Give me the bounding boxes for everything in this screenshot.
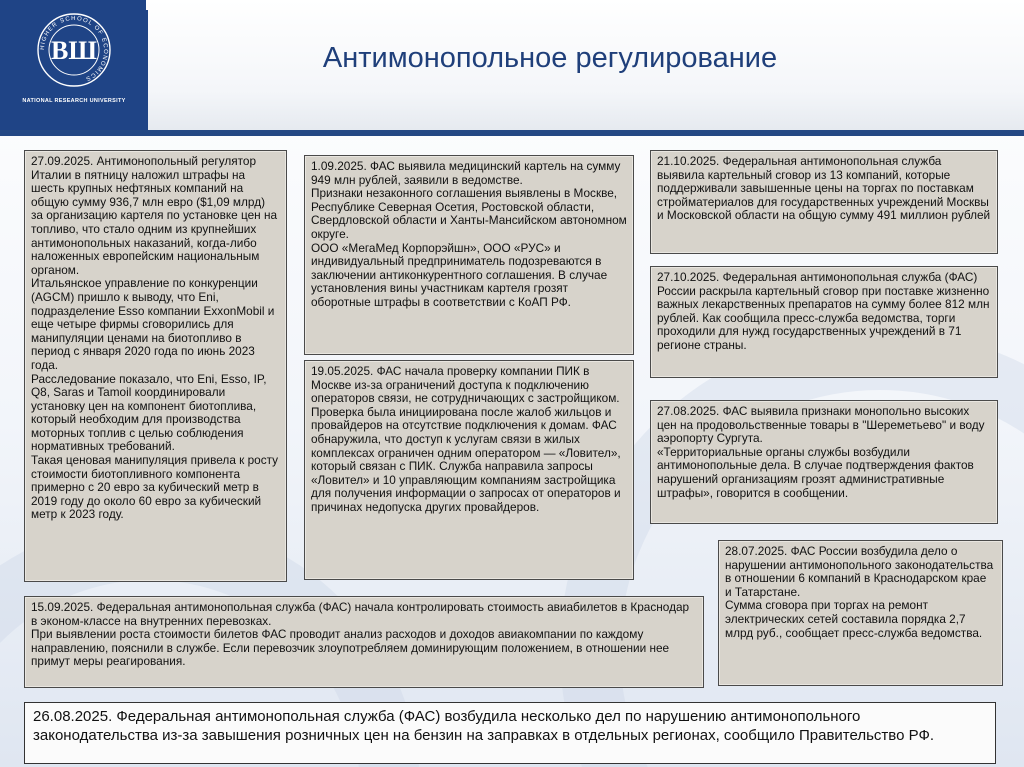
news-text: 27.09.2025. Антимонопольный регулятор Италии в пятницу наложил штрафы на шесть крупных нефтяных компаний на общую сумму 936,7 млн евро ($1,09 млрд) за организацию картеля по установке цен на топливо, что стало одним из крупнейших антимонопольных наказаний, когда-либо наложенных европейским национальным органом. Итальянское управление по конкуренции (AGCM) пришло к выводу, что Eni, подразделение Esso компании ExxonMobil и еще четыре фирмы сговорились для манипуляции ценами на биотопливо в период с января 2020 года по июнь 2023 года. Расследование показало, что Eni, Esso, IP, Q8, Saras и Tamoil координировали установку цен на компонент биотоплива, который необходим для производства моторных топлив с целью соблюдения нормативных требований. Такая ценовая манипуляция привела к росту стоимости биотопливного компонента примерно с 20 евро за кубический метр в 2019 году до около 60 евро за кубический метр к 2023 году. bbox=[31, 154, 279, 522]
news-text: 28.07.2025. ФАС России возбудила дело о нарушении антимонопольного законодательства в отношении 6 компаний в Краснодарском крае и Татарстане. Сумма сговора при торгах на ремонт электрических сетей составила порядка 2,7 млрд руб., сообщает пресс-служба ведомства. bbox=[725, 544, 994, 640]
logo-ring-text: HIGHER SCHOOL OF ECONOMICS bbox=[39, 15, 109, 82]
news-text: 27.10.2025. Федеральная антимонопольная служба (ФАС) России раскрыла картельный сговор при поставке жизненно важных лекарственных препаратов на сумму более 812 млн рублей. Как сообщила пресс-служба ведомства, торги проходили для нужд государственных учреждений в 71 регионе страны. bbox=[657, 270, 990, 352]
hse-logo-icon bbox=[36, 12, 112, 88]
news-box-gasoline-prices bbox=[24, 702, 996, 764]
news-box-airfare-control bbox=[24, 596, 704, 688]
news-text: 19.05.2025. ФАС начала проверку компании ПИК в Москве из-за ограничений доступа к подключению операторов связи, не сотрудничающих с застройщиком. Проверка была инициирована после жалоб жильцов и провайдеров на отсутствие подключения к домам. ФАС обнаружила, что доступ к услугам связи в жилых комплексах ограничен одним оператором — «Ловител», который связан с ПИК. Служба направила запросы «Ловител» и 10 управляющим компаниям застройщика для получения информации о запросах от операторов и причинах недопуска других провайдеров. bbox=[311, 364, 621, 514]
news-box-pik-telecom bbox=[304, 360, 634, 580]
news-text: 21.10.2025. Федеральная антимонопольная служба выявила картельный сговор из 13 компаний, которые поддерживали завышенные цены на торгах по поставкам стройматериалов для государственных учреждений Москвы и Московской области на общую сумму 491 миллион рублей bbox=[657, 154, 991, 223]
page-title: Антимонопольное регулирование bbox=[322, 42, 778, 74]
logo-monogram: ВШ bbox=[51, 36, 97, 65]
news-box-airport-prices bbox=[650, 400, 998, 524]
news-text: 27.08.2025. ФАС выявила признаки монопольно высоких цен на продовольственные товары в "Шереметьево" и воду аэропорту Сургута. «Территориальные органы службы возбудили антимонопольные дела. В случае подтверждения фактов нарушений организациям грозят административные штрафы», говорится в сообщении. bbox=[657, 404, 985, 500]
news-text: 1.09.2025. ФАС выявила медицинский картель на сумму 949 млн рублей, заявили в ведомстве. Признаки незаконного соглашения выявлены в Москве, Республике Северная Осетия, Ростовской области, Свердловской области и Ханты-Мансийском автономном округе. ООО «МегаМед Корпорэйшн», ООО «РУС» и индивидуальный предприниматель подозреваются в заключении антиконкурентного соглашения. В случае установления вины участникам картеля грозят оборотные штрафы в соответствии с КоАП РФ. bbox=[311, 159, 627, 309]
news-box-italy-fuel-cartel bbox=[24, 150, 287, 582]
news-box-construction-cartel bbox=[650, 150, 998, 254]
news-box-medical-cartel bbox=[304, 155, 634, 355]
news-box-medicines-cartel bbox=[650, 266, 998, 378]
news-text: 26.08.2025. Федеральная антимонопольная служба (ФАС) возбудила несколько дел по нарушению антимонопольного законодательства из-за завышения розничных цен на бензин на заправках в отдельных регионах, сообщило Правительство РФ. bbox=[33, 708, 935, 744]
news-box-electric-grid-cartel bbox=[718, 540, 1003, 686]
logo-caption: NATIONAL RESEARCH UNIVERSITY bbox=[22, 98, 126, 104]
header-bar bbox=[0, 0, 1024, 136]
logo-panel bbox=[0, 0, 146, 130]
header-divider bbox=[146, 10, 148, 130]
news-text: 15.09.2025. Федеральная антимонопольная служба (ФАС) начала контролировать стоимость авиабилетов в Краснодар в эконом-классе на внутренних перевозках. При выявлении роста стоимости билетов ФАС проводит анализ расходов и доходов авиакомпании по каждому направлению, пояснили в службе. Если перевозчик злоупотребляем доминирующим положением, в отношении нее примут меры реагирования. bbox=[31, 600, 690, 669]
